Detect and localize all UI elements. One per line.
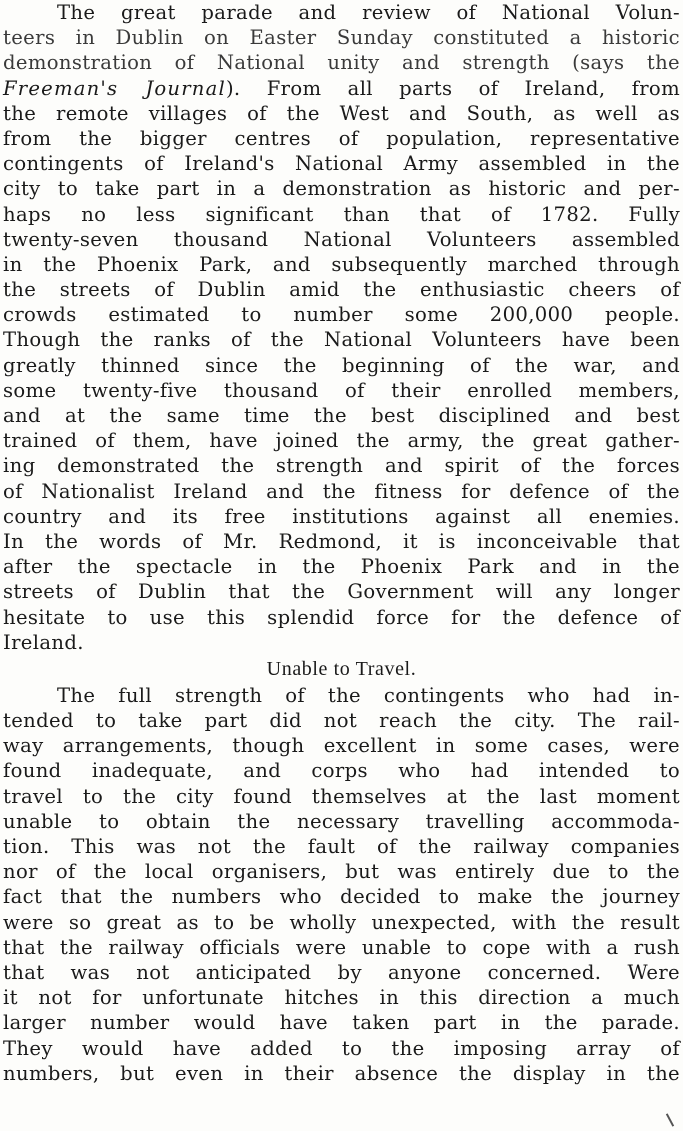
article-column [3,0,680,1086]
para2-line-3: way arrangements, though excellent in some cases, were [3,734,680,758]
para1-line-9: haps no less significant than that of 1782. Fully [3,202,680,226]
para1-line-20: of Nationalist Ireland and the fitness for defence of the [3,479,680,503]
para2-line-7: tion. This was not the fault of the railway companies [3,835,680,858]
para2-line-6: unable to obtain the necessary travelling accommoda- [3,809,680,833]
para2-line-12: that was not anticipated by anyone concerned. Were [3,960,680,984]
para1-line-23: after the spectacle in the Phoenix Park and in the [3,555,680,579]
para2-line-10: were so great as to be wholly unexpected, with the result [3,910,680,934]
para1-line-24: streets of Dublin that the Government will any longer [3,580,680,604]
para1-line-22: In the words of Mr. Redmond, it is inconceivable that [3,529,680,553]
para1-line-5: the remote villages of the West and South, as well as [3,101,680,125]
para2-line-2: tended to take part did not reach the city. The rail- [3,709,680,733]
para1-line-11: in the Phoenix Park, and subsequently marched through [3,252,680,276]
para1-line-10: twenty-seven thousand National Volunteers assembled [3,227,680,251]
para2-line-15: They would have added to the imposing array of [3,1036,680,1060]
para1-line-21: country and its free institutions against all enemies. [3,504,680,528]
para1-line-2: teers in Dublin on Easter Sunday constituted a historic [3,26,680,50]
section-heading: Unable to Travel. [266,657,417,680]
para1-line-1: The great parade and review of National Volun- [57,1,680,24]
para2-line-9: fact that the numbers who decided to make the journey [3,885,680,909]
para1-line-25: hesitate to use this splendid force for the defence of [3,605,680,629]
para1-line-12: the streets of Dublin amid the enthusiastic cheers of [3,278,680,302]
para1-line-4-rest: ). From all parts of Ireland, from [225,76,680,100]
para2-line-16: numbers, but even in their absence the display in the [3,1061,680,1085]
para1-line-7: contingents of Ireland's National Army assembled in the [3,152,680,176]
para2-line-4: found inadequate, and corps who had intended to [3,759,680,783]
para1-line-15: greatly thinned since the beginning of the war, and [3,353,680,377]
para1-line-26: Ireland. [3,630,84,654]
para1-line-3: demonstration of National unity and strength (says the [3,51,680,75]
para2-line-14: larger number would have taken part in the parade. [3,1011,680,1035]
para2-line-1: The full strength of the contingents who had in- [57,683,680,707]
para1-line-4 [3,76,680,101]
para2-line-8: nor of the local organisers, but was entirely due to the [3,860,680,884]
para1-line-19: ing demonstrated the strength and spirit of the forces [3,454,680,478]
para1-line-18: trained of them, have joined the army, the great gather- [3,429,680,453]
para1-line-8: city to take part in a demonstration as historic and per- [3,177,680,201]
para1-line-17: and at the same time the best disciplined and best [3,404,680,427]
para2-line-13: it not for unfortunate hitches in this direction a much [3,986,680,1010]
para2-line-11: that the railway officials were unable to cope with a rush [3,935,680,959]
para1-line-14: Though the ranks of the National Volunteers have been [3,328,680,352]
publication-name: Freeman's Journal [3,76,226,100]
print-artifact [666,1113,674,1126]
para2-line-5: travel to the city found themselves at the last moment [3,784,680,808]
para1-line-13: crowds estimated to number some 200,000 people. [3,303,680,327]
para1-line-16: some twenty-five thousand of their enrolled members, [3,378,680,402]
para1-line-6: from the bigger centres of population, representative [3,126,680,150]
